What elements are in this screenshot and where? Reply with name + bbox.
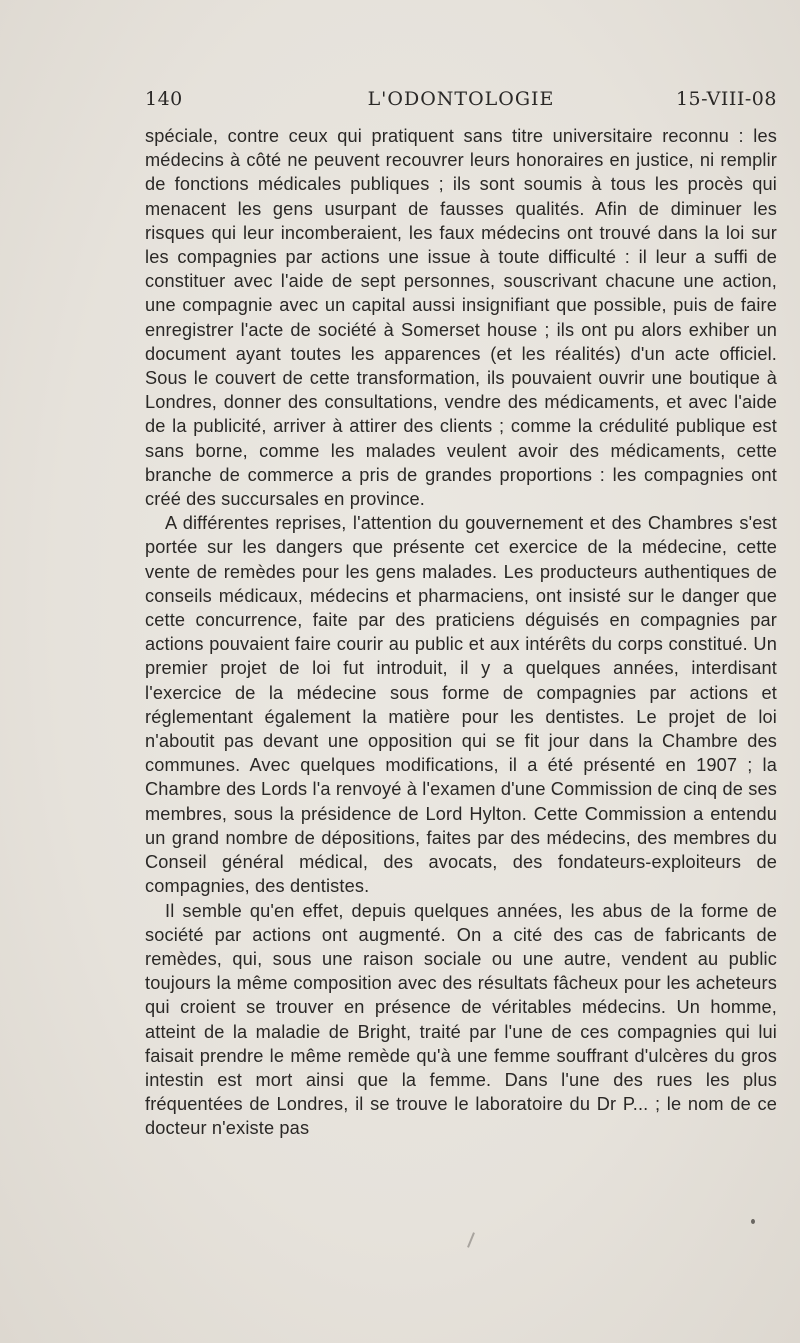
paragraph-1: spéciale, contre ceux qui pratiquent sans titre universitaire reconnu : les médecins à côté ne peuvent recouvrer leurs honoraires en justice, ni remplir de fonctions médicales publiques ; ils sont soumis à tous les procès qui menacent les gens usurpant de fausses qualités. Afin de diminuer les risques qui leur incomberaient, les faux médecins ont trouvé dans la loi sur les compagnies par actions une issue à toute difficulté : il leur a suffi de constituer avec l'aide de sept personnes, souscrivant chacune une action, une compagnie avec un capital aussi insignifiant que possible, puis de faire enregistrer l'acte de société à Somerset house ; ils ont pu alors exhiber un document ayant toutes les apparences (et les réalités) d'un acte officiel. Sous le couvert de cette transformation, ils pouvaient ouvrir une boutique à Londres, donner des consultations, vendre des médicaments, et avec l'aide de la publicité, arriver à attirer des clients ; comme la crédulité publique est sans borne, comme les malades veulent avoir des médicaments, cette branche de commerce a pris de grandes proportions : les compagnies ont créé des succursales en province. xyxy=(145,126,777,510)
page-number: 140 xyxy=(145,88,183,110)
paragraph-3: Il semble qu'en effet, depuis quelques années, les abus de la forme de société par actions ont augmenté. On a cité des cas de fabricants de remèdes, qui, sous une raison sociale ou une autre, vendent au public toujours la même composition avec des résultats fâcheux pour les acheteurs qui croient se trouver en présence de véritables médecins. Un homme, atteint de la maladie de Bright, traité par l'une de ces compagnies qui lui faisait prendre le même remède qu'à une femme souffrant d'ulcères du gros intestin est mort ainsi que la femme. Dans l'une des rues les plus fréquentées de Londres, il se trouve le laboratoire du Dr P... ; le nom de ce docteur n'existe pas xyxy=(145,900,777,1139)
paragraph-2: A différentes reprises, l'attention du gouvernement et des Chambres s'est portée sur les dangers que présente cet exercice de la médecine, cette vente de remèdes pour les gens malades. Les producteurs authentiques de conseils médicaux, médecins et pharmaciens, ont insisté sur le danger que cette concurrence, faite par des praticiens déguisés en compagnies par actions pouvaient faire courir au public et aux intérêts du corps constitué. Un premier projet de loi fut introduit, il y a quelques années, interdisant l'exercice de la médecine sous forme de compagnies par actions et réglementant également la matière pour les dentistes. Le projet de loi n'aboutit pas devant une opposition qui se fit jour dans la Chambre des communes. Avec quelques modifications, il a été présenté en 1907 ; la Chambre des Lords l'a renvoyé à l'examen d'une Commission de cinq de ses membres, sous la présidence de Lord Hylton. Cette Commission a entendu un grand nombre de dépositions, faites par des médecins, des membres du Conseil général médical, des avocats, des fondateurs-exploiteurs de compagnies, des dentistes. xyxy=(145,513,777,897)
issue-date: 15-VIII-08 xyxy=(675,88,777,110)
ink-speck xyxy=(751,1219,755,1224)
running-head xyxy=(145,88,777,114)
journal-title: L'ODONTOLOGIE xyxy=(367,88,555,110)
pencil-mark xyxy=(467,1232,475,1248)
article-body xyxy=(145,124,777,1141)
